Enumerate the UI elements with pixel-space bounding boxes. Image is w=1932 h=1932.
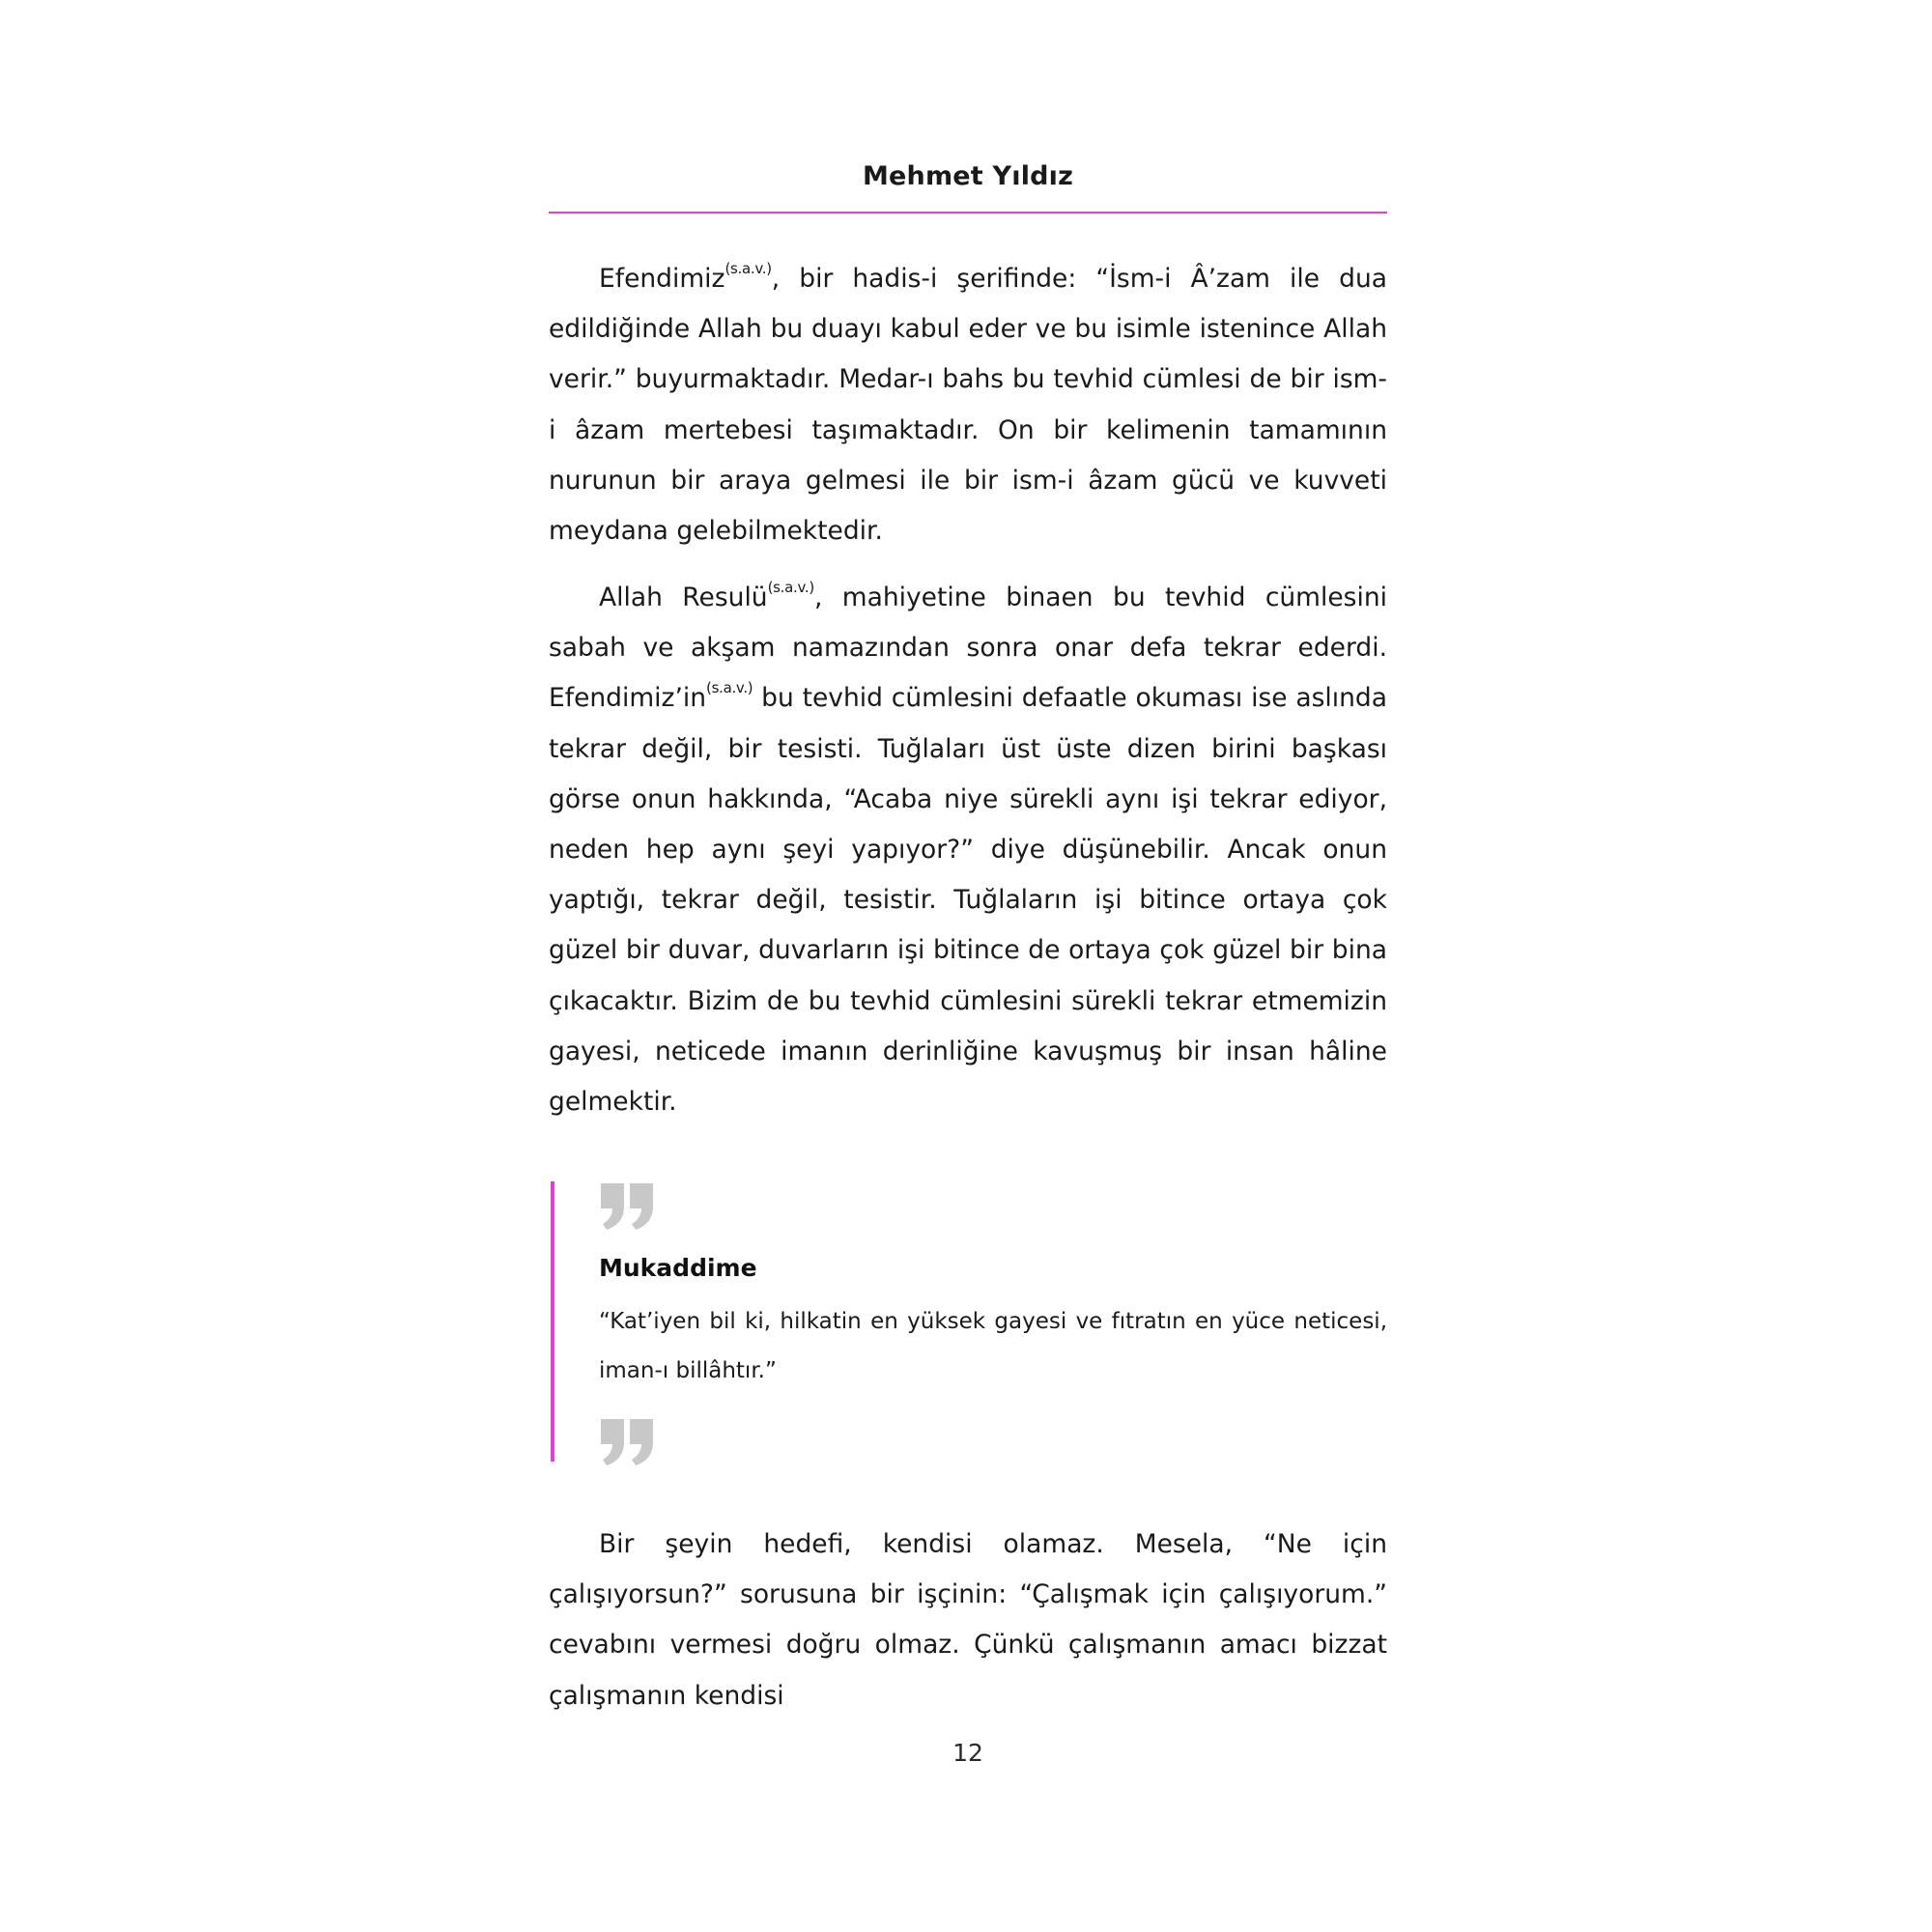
paragraph-text: Allah Resulü	[599, 582, 768, 612]
header-divider	[549, 212, 1387, 213]
body-paragraph-2	[549, 573, 1387, 1127]
paragraph-text: , bir hadis-i şerifinde: “İsm-i Â’zam ile dua edildiğinde Allah bu duayı kabul eder ve bu isimle istenince Allah verir.” buyurmaktadır. Medar-ı bahs bu tevhid cümlesi de bir ism-i âzam mertebesi taşımaktadır. On bir kelimenin tamamının nurunun bir araya gelmesi ile bir ism-i âzam gücü ve kuvveti meydana gelebilmektedir.	[549, 264, 1387, 547]
honorific-superscript: (s.a.v.)	[706, 679, 753, 697]
paragraph-text: bu tevhid cümlesini defaatle okuması ise aslında tekrar değil, bir tesisti. Tuğlaları üst üste dizen birini başkası görse onun hakkında, “Acaba niye sürekli aynı işi tekrar ediyor, neden hep aynı şeyi yapıyor?” diye düşünebilir. Ancak onun yaptığı, tekrar değil, tesistir. Tuğlaların işi bitince ortaya çok güzel bir duvar, duvarların işi bitince de ortaya çok güzel bir bina çıkacaktır. Bizim de bu tevhid cümlesini sürekli tekrar etmemizin gayesi, neticede imanın derinliğine kavuşmuş bir insan hâline gelmektir.	[549, 683, 1387, 1118]
paragraph-text: , mahiyetine binaen bu tevhid cümlesini sabah ve akşam namazından sonra onar defa tekrar ederdi. Efendimiz’in	[549, 582, 1387, 714]
honorific-superscript: (s.a.v.)	[767, 579, 814, 596]
closing-quote-icon	[599, 1417, 657, 1467]
pull-quote	[549, 1181, 1387, 1462]
book-page	[549, 0, 1387, 1932]
honorific-superscript: (s.a.v.)	[724, 260, 772, 277]
quote-text: “Kat’iyen bil ki, hilkatin en yüksek gayesi ve fıtratın en yüce neticesi, iman-ı billâhtır.”	[599, 1309, 1387, 1383]
page-number: 12	[952, 1739, 983, 1767]
quote-accent-bar	[551, 1181, 554, 1462]
body-paragraph-1	[549, 254, 1387, 556]
closing-quote-icon	[599, 1181, 657, 1232]
paragraph-text: Efendimiz	[599, 264, 725, 294]
running-header-author: Mehmet Yıldız	[862, 161, 1074, 191]
body-paragraph-3: Bir şeyin hedefi, kendisi olamaz. Mesela, “Ne için çalışıyorsun?” sorusuna bir işçinin: “Çalışmak için çalışıyorum.” cevabını vermesi doğru olmaz. Çünkü çalışmanın amacı bizzat çalışmanın kendisi	[549, 1529, 1387, 1711]
quote-source-title: Mukaddime	[599, 1254, 757, 1282]
